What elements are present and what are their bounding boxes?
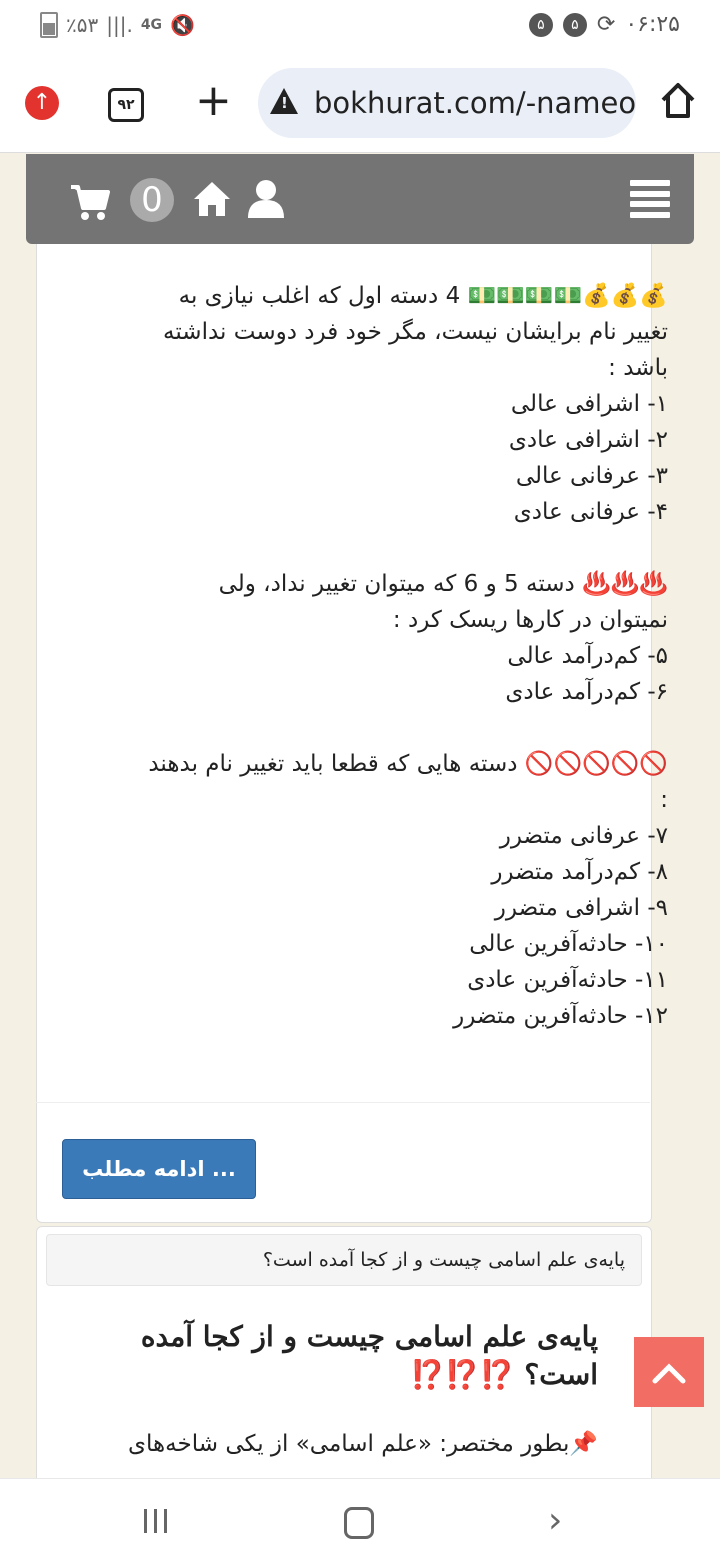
section-intro: 🚫🚫🚫🚫🚫 دسته هایی که قطعا باید تغییر نام بدهند : [148, 751, 668, 813]
menu-icon[interactable] [630, 180, 670, 218]
status-right [529, 12, 680, 37]
sync-icon: ⟳ [596, 12, 616, 37]
post-content [148, 278, 668, 1034]
user-icon[interactable] [246, 178, 286, 218]
site-header [26, 154, 694, 244]
divider [36, 1102, 650, 1103]
cart-count-badge[interactable]: 0 [130, 178, 174, 222]
list-item: ۳- عرفانی عالی [515, 463, 668, 489]
interrobang-icons: ⁉️⁉️⁉️ [410, 1358, 515, 1391]
section-intro: ♨️♨️♨️ دسته 5 و 6 که میتوان تغییر نداد، ولی نمیتوان در کارها ریسک کرد : [218, 571, 668, 633]
tab-count-button[interactable]: ۹۲ [108, 88, 144, 122]
browser-toolbar [0, 54, 720, 153]
list-item: ۴- عرفانی عادی [513, 499, 668, 525]
article-title [78, 1318, 598, 1394]
status-left [40, 12, 195, 38]
article-snippet: 📌بطور مختصر: «علم اسامی» از یکی شاخه‌های [128, 1431, 598, 1457]
battery-icon [40, 12, 58, 38]
list-item: ۱۲- حادثه‌آفرین متضرر [453, 1003, 668, 1029]
network-type: 4G [140, 17, 163, 33]
list-item: ۱۰- حادثه‌آفرین عالی [469, 931, 668, 957]
home-icon[interactable] [192, 180, 232, 218]
list-item: ۲- اشرافی عادی [508, 427, 668, 453]
address-bar[interactable] [258, 68, 636, 138]
cart-icon[interactable] [70, 182, 110, 222]
system-nav-bar [0, 1478, 720, 1561]
list-item: ۸- کم‌درآمد متضرر [491, 859, 668, 885]
list-item: ۹- اشرافی متضرر [494, 895, 668, 921]
list-item: ۱- اشرافی عالی [510, 391, 668, 417]
notification-badge: ۵ [563, 13, 587, 37]
list-item: ۶- کم‌درآمد عادی [505, 679, 668, 705]
article-header[interactable] [46, 1234, 642, 1286]
browser-home-icon[interactable] [660, 80, 696, 120]
list-item: ۵- کم‌درآمد عالی [507, 643, 668, 669]
status-bar [0, 0, 720, 54]
recent-apps-icon[interactable] [144, 1509, 167, 1533]
back-icon[interactable]: › [548, 1500, 563, 1541]
url-text[interactable]: bokhurat.com/-nameo [314, 86, 637, 120]
warning-icon[interactable] [270, 88, 298, 114]
chevron-up-icon [651, 1357, 687, 1387]
new-tab-button[interactable]: + [195, 75, 232, 126]
warning-mark: ! [281, 94, 288, 112]
list-item: ۱۱- حادثه‌آفرین عادی [467, 967, 668, 993]
notification-badge: ۵ [529, 13, 553, 37]
battery-level: ٪۵۳ [66, 13, 99, 37]
section-intro: 💰💰💰💵💵💵💵 4 دسته اول که اغلب نیازی به تغییر نام برایشان نیست، مگر خود فرد دوست نداشته باشد : [163, 283, 668, 381]
system-home-icon[interactable] [344, 1507, 374, 1539]
scroll-to-top-button[interactable] [634, 1337, 704, 1407]
arrow-up-icon[interactable]: ↑ [25, 86, 59, 120]
signal-icon: |||. [106, 13, 133, 37]
list-item: ۷- عرفانی متضرر [499, 823, 668, 849]
clock: ۰۶:۲۵ [625, 12, 680, 37]
read-more-button[interactable]: ادامه مطلب ... [62, 1139, 256, 1199]
article-title-text: پایه‌ی علم اسامی چیست و از کجا آمده است؟ [140, 1320, 598, 1391]
article-header-text[interactable]: پایه‌ی علم اسامی چیست و از کجا آمده است؟ [262, 1249, 625, 1271]
mute-icon: 🔇 [170, 13, 195, 37]
